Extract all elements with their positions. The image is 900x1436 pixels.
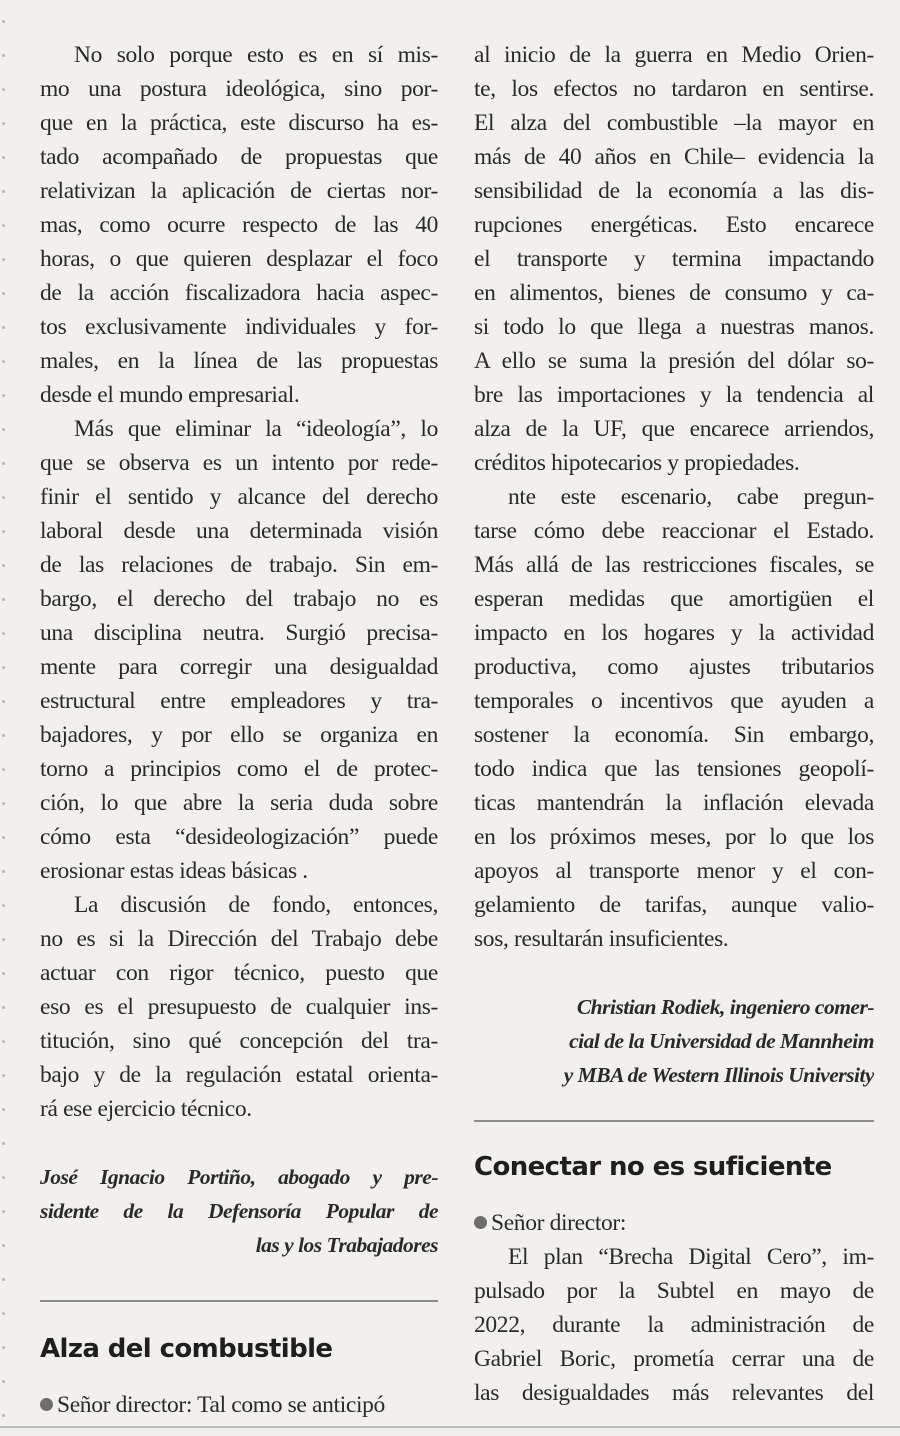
text-line: No solo porque esto es en sí mis- (74, 42, 438, 68)
signature-line: José Ignacio Portiño, abogado y pre- (40, 1165, 438, 1189)
text-line: 2022, durante la administración de (474, 1312, 874, 1338)
edge-dot (2, 632, 5, 635)
salutation (40, 1388, 438, 1422)
text-line: de las relaciones de trabajo. Sin em- (40, 552, 438, 578)
text-line: El plan “Brecha Digital Cero”, im- (508, 1244, 874, 1270)
text-line: impacto en los hogares y la actividad (474, 620, 874, 646)
signature-line: cial de la Universidad de Mannheim (569, 1029, 874, 1053)
edge-dot (2, 870, 5, 873)
edge-dot (2, 938, 5, 941)
text-line: si todo lo que llega a nuestras manos. (474, 314, 874, 340)
text-line: mas, como ocurre respecto de las 40 (40, 212, 438, 238)
text-line: ticas mantendrán la inflación elevada (474, 790, 874, 816)
text-line: males, en la línea de las propuestas (40, 348, 438, 374)
text-line: A ello se suma la presión del dólar so- (474, 348, 874, 374)
bullet-icon (40, 1398, 53, 1411)
text-line: apoyos al transporte menor y el con- (474, 858, 874, 884)
text-line: mo una postura ideológica, sino por- (40, 76, 438, 102)
edge-dot (2, 20, 5, 23)
letter-body-paragraph (474, 1240, 874, 1410)
edge-dot (2, 1142, 5, 1145)
edge-dot (2, 598, 5, 601)
text-line: en alimentos, bienes de consumo y ca- (474, 280, 874, 306)
text-line: más de 40 años en Chile– evidencia la (474, 144, 874, 170)
text-line: rupciones energéticas. Esto encarece (474, 212, 874, 238)
author-signature (474, 990, 874, 1092)
edge-dot (2, 564, 5, 567)
text-line: alza de la UF, que encarece arriendos, (474, 416, 874, 442)
author-signature (40, 1160, 438, 1262)
text-line: La discusión de fondo, entonces, (74, 892, 438, 918)
text-line: que se observa es un intento por rede- (40, 450, 438, 476)
text-line: una disciplina neutra. Surgió precisa- (40, 620, 438, 646)
text-line: en los próximos meses, por lo que los (474, 824, 874, 850)
salutation-text: Señor director: Tal como se anticipó (57, 1392, 385, 1418)
letter-body-paragraph (474, 38, 874, 480)
edge-dot (2, 700, 5, 703)
edge-dot (2, 394, 5, 397)
text-line: que en la práctica, este discurso ha es- (40, 110, 438, 136)
signature-line: las y los Trabajadores (255, 1233, 438, 1257)
text-line: gelamiento de tarifas, aunque valio- (474, 892, 874, 918)
edge-dot (2, 122, 5, 125)
edge-dot (2, 54, 5, 57)
text-line: Más allá de las restricciones fiscales, se (474, 552, 874, 578)
edge-dot (2, 88, 5, 91)
edge-dot (2, 1210, 5, 1213)
letter-body-paragraph (40, 412, 438, 888)
text-line: relativizan la aplicación de ciertas nor- (40, 178, 438, 204)
letter-headline: Conectar no es suficiente (474, 1152, 832, 1182)
edge-dot (2, 326, 5, 329)
letter-body-paragraph (474, 480, 874, 956)
text-line: desde el mundo empresarial. (40, 382, 300, 408)
text-line: tado acompañado de propuestas que (40, 144, 438, 170)
text-line: horas, o que quieren desplazar el foco (40, 246, 438, 272)
edge-dot (2, 1244, 5, 1247)
text-line: tos exclusivamente individuales y for- (40, 314, 438, 340)
text-line: El alza del combustible –la mayor en (474, 110, 874, 136)
edge-dot (2, 292, 5, 295)
text-line: las desigualdades más relevantes del (474, 1380, 874, 1406)
signature-line: sidente de la Defensoría Popular de (40, 1199, 438, 1223)
page-edge-dots (0, 0, 8, 1436)
edge-dot (2, 1074, 5, 1077)
edge-dot (2, 462, 5, 465)
edge-dot (2, 1346, 5, 1349)
text-line: erosionar estas ideas básicas . (40, 858, 308, 884)
edge-dot (2, 190, 5, 193)
edge-dot (2, 1312, 5, 1315)
bullet-icon (474, 1216, 487, 1229)
text-line: esperan medidas que amortigüen el (474, 586, 874, 612)
text-line: nte este escenario, cabe pregun- (508, 484, 874, 510)
text-line: actuar con rigor técnico, puesto que (40, 960, 438, 986)
edge-dot (2, 224, 5, 227)
text-line: pulsado por la Subtel en mayo de (474, 1278, 874, 1304)
text-line: ción, lo que abre la seria duda sobre (40, 790, 438, 816)
text-line: todo indica que las tensiones geopolí- (474, 756, 874, 782)
text-line: bre las importaciones y la tendencia al (474, 382, 874, 408)
left-column (40, 38, 438, 1422)
letter-headline: Alza del combustible (40, 1334, 333, 1364)
edge-dot (2, 156, 5, 159)
edge-dot (2, 1414, 5, 1417)
text-line: sos, resultarán insuficientes. (474, 926, 729, 952)
text-line: no es si la Dirección del Trabajo debe (40, 926, 438, 952)
text-line: eso es el presupuesto de cualquier ins- (40, 994, 438, 1020)
text-line: mente para corregir una desigualdad (40, 654, 438, 680)
edge-dot (2, 802, 5, 805)
text-line: sostener la economía. Sin embargo, (474, 722, 874, 748)
text-line: créditos hipotecarios y propiedades. (474, 450, 800, 476)
text-line: Gabriel Boric, prometía cerrar una de (474, 1346, 874, 1372)
edge-dot (2, 1108, 5, 1111)
edge-dot (2, 530, 5, 533)
text-line: el transporte y termina impactando (474, 246, 874, 272)
text-line: al inicio de la guerra en Medio Orien- (474, 42, 874, 68)
text-line: torno a principios como el de protec- (40, 756, 438, 782)
edge-dot (2, 768, 5, 771)
text-line: sensibilidad de la economía a las dis- (474, 178, 874, 204)
edge-dot (2, 904, 5, 907)
edge-dot (2, 428, 5, 431)
edge-dot (2, 1040, 5, 1043)
text-line: finir el sentido y alcance del derecho (40, 484, 438, 510)
text-line: te, los efectos no tardaron en sentirse. (474, 76, 874, 102)
text-line: estructural entre empleadores y tra- (40, 688, 438, 714)
edge-dot (2, 734, 5, 737)
edge-dot (2, 1380, 5, 1383)
edge-dot (2, 258, 5, 261)
text-line: laboral desde una determinada visión (40, 518, 438, 544)
edge-dot (2, 360, 5, 363)
edge-dot (2, 666, 5, 669)
salutation-text: Señor director: (491, 1210, 627, 1236)
text-line: bargo, el derecho del trabajo no es (40, 586, 438, 612)
edge-dot (2, 1006, 5, 1009)
text-line: productiva, como ajustes tributarios (474, 654, 874, 680)
edge-dot (2, 972, 5, 975)
text-line: rá ese ejercicio técnico. (40, 1096, 252, 1122)
signature-line: y MBA de Western Illinois University (563, 1063, 874, 1087)
edge-dot (2, 1278, 5, 1281)
text-line: temporales o incentivos que ayuden a (474, 688, 874, 714)
edge-dot (2, 1176, 5, 1179)
text-line: bajo y de la regulación estatal orienta- (40, 1062, 438, 1088)
text-line: titución, sino qué concepción del tra- (40, 1028, 438, 1054)
letter-body-paragraph (40, 38, 438, 412)
right-column (474, 38, 874, 1410)
edge-dot (2, 836, 5, 839)
text-line: bajadores, y por ello se organiza en (40, 722, 438, 748)
letter-body-paragraph (40, 888, 438, 1126)
salutation (474, 1206, 874, 1240)
text-line: cómo esta “desideologización” puede (40, 824, 438, 850)
text-line: de la acción fiscalizadora hacia aspec- (40, 280, 438, 306)
edge-dot (2, 496, 5, 499)
text-line: tarse cómo debe reaccionar el Estado. (474, 518, 874, 544)
text-line: Más que eliminar la “ideología”, lo (74, 416, 438, 442)
page-bottom-border (0, 1426, 900, 1428)
signature-line: Christian Rodiek, ingeniero comer- (576, 995, 874, 1019)
